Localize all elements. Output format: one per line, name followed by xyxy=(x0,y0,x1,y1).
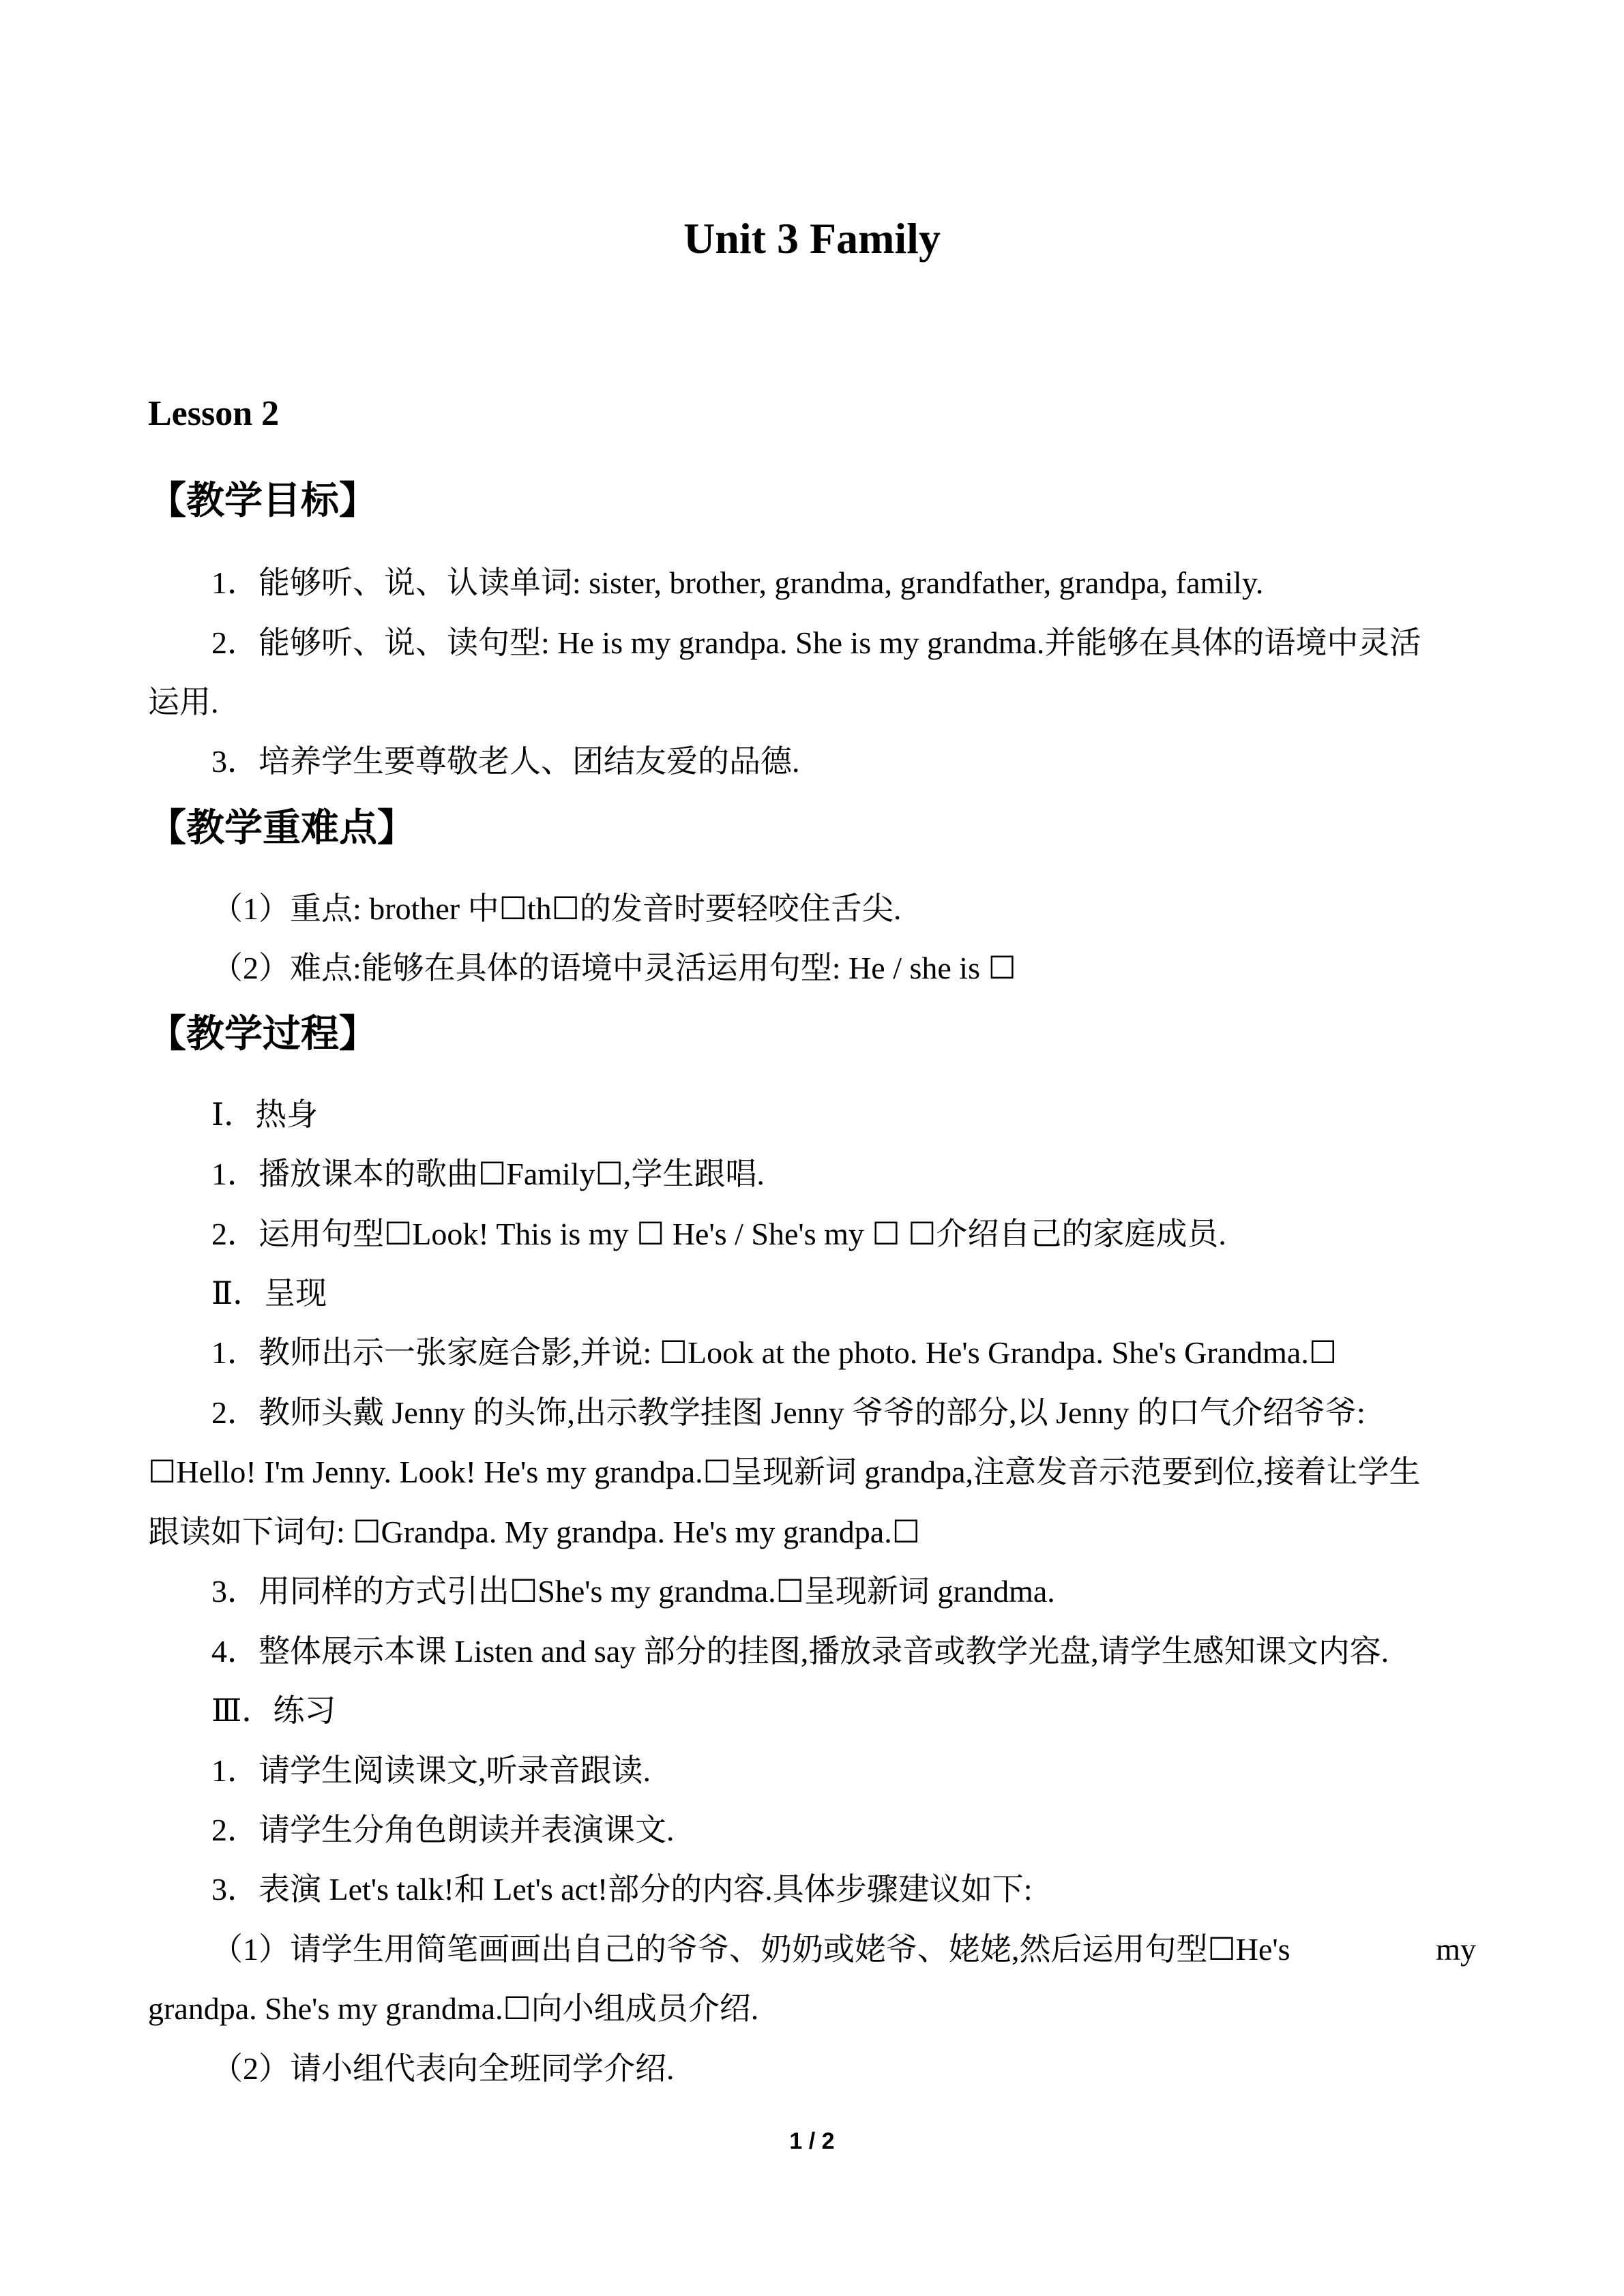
key-point-item: （1）重点: brother 中☐th☐的发音时要轻咬住舌尖. xyxy=(211,891,902,926)
page-number: 1 / 2 xyxy=(789,2128,835,2154)
process-step-text: （1）请学生用简笔画画出自己的爷爷、奶奶或姥爷、姥姥,然后运用句型☐He's xyxy=(211,1932,1290,1967)
process-subheading-present: Ⅱ．呈现 xyxy=(211,1276,327,1311)
section-objectives-heading: 【教学目标】 xyxy=(148,480,377,522)
page-title: Unit 3 Family xyxy=(683,214,941,263)
section-process-heading: 【教学过程】 xyxy=(148,1013,377,1056)
objective-item-continued: 运用. xyxy=(148,685,219,719)
process-item: 2．请学生分角色朗读并表演课文. xyxy=(211,1813,675,1847)
lesson-heading: Lesson 2 xyxy=(148,394,280,433)
process-item: 3．表演 Let's talk!和 Let's act!部分的内容.具体步骤建议如下: xyxy=(211,1872,1033,1907)
section-key-points-heading: 【教学重难点】 xyxy=(148,807,415,850)
process-item: 2．运用句型☐Look! This is my ☐ He's / She's my ☐ ☐介绍自己的家庭成员. xyxy=(211,1217,1226,1251)
objective-item: 2．能够听、说、读句型: He is my grandpa. She is my grandma.并能够在具体的语境中灵活 xyxy=(211,625,1421,660)
process-item: 4．整体展示本课 Listen and say 部分的挂图,播放录音或教学光盘,请学生感知课文内容. xyxy=(211,1634,1389,1669)
process-item: 1．请学生阅读课文,听录音跟读. xyxy=(211,1753,651,1788)
process-item: 1．播放课本的歌曲☐Family☐,学生跟唱. xyxy=(211,1157,765,1191)
process-item: 3．用同样的方式引出☐She's my grandma.☐呈现新词 grandma. xyxy=(211,1574,1055,1609)
process-subheading-practice: Ⅲ．练习 xyxy=(211,1693,336,1728)
objective-item: 1．能够听、说、认读单词: sister, brother, grandma, grandfather, grandpa, family. xyxy=(211,565,1264,600)
process-step-continued: grandpa. She's my grandma.☐向小组成员介绍. xyxy=(148,1991,759,2026)
process-item: 1．教师出示一张家庭合影,并说: ☐Look at the photo. He's Grandpa. She's Grandma.☐ xyxy=(211,1335,1338,1370)
process-item-continued: 跟读如下词句: ☐Grandpa. My grandpa. He's my grandpa.☐ xyxy=(148,1515,920,1549)
objective-item: 3．培养学生要尊敬老人、团结友爱的品德. xyxy=(211,744,800,779)
process-step-line xyxy=(148,1922,1476,1977)
process-subheading-warmup: Ⅰ．热身 xyxy=(211,1097,319,1132)
process-step: （2）请小组代表向全班同学介绍. xyxy=(211,2051,675,2086)
process-item-continued: ☐Hello! I'm Jenny. Look! He's my grandpa.☐呈现新词 grandpa,注意发音示范要到位,接着让学生 xyxy=(148,1455,1421,1489)
key-point-item: （2）难点:能够在具体的语境中灵活运用句型: He / she is ☐ xyxy=(211,951,1016,985)
process-item: 2．教师头戴 Jenny 的头饰,出示教学挂图 Jenny 爷爷的部分,以 Jenny 的口气介绍爷爷: xyxy=(211,1395,1365,1430)
process-step-text-end: my xyxy=(1436,1932,1476,1967)
